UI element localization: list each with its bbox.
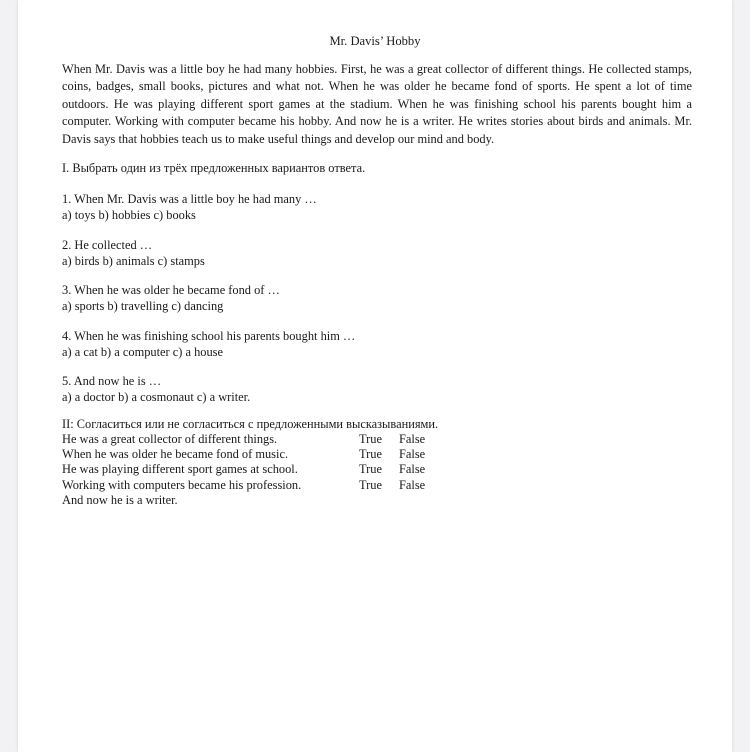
question-options: a) birds b) animals c) stamps bbox=[62, 254, 205, 268]
false-option[interactable]: False bbox=[399, 447, 426, 462]
statement-text: He was playing different sport games at school. bbox=[62, 462, 298, 477]
question-4 bbox=[62, 328, 355, 360]
question-options: a) toys b) hobbies c) books bbox=[62, 208, 196, 222]
question-text: 4. When he was finishing school his parents bought him … bbox=[62, 329, 356, 343]
document-page bbox=[18, 0, 732, 752]
question-text: 1. When Mr. Davis was a little boy he had many … bbox=[62, 192, 317, 206]
question-text: 3. When he was older he became fond of … bbox=[62, 283, 280, 297]
reading-passage: When Mr. Davis was a little boy he had many hobbies. First, he was a great collector of different things. He collected stamps, coins, badges, small books, pictures and what not. When he was older he became fond of sports. He spent a lot of time outdoors. He was playing different sport games at the stadium. When he was finishing school his parents bought him a computer. Working with computer became his hobby. And now he is a writer. He writes stories about birds and animals. Mr. Davis says that hobbies teach us to make useful things and develop our mind and body. bbox=[62, 62, 692, 146]
statement-text: And now he is a writer. bbox=[62, 492, 178, 507]
document-title: Mr. Davis’ Hobby bbox=[329, 34, 421, 48]
true-false-row bbox=[62, 447, 482, 462]
question-options: a) sports b) travelling c) dancing bbox=[62, 299, 224, 313]
statement-text: When he was older he became fond of music. bbox=[62, 447, 289, 462]
statement-text: Working with computers became his profession. bbox=[62, 477, 302, 492]
question-3 bbox=[62, 282, 280, 314]
section2-heading: II: Согласиться или не согласиться с предложенными высказываниями. bbox=[62, 417, 439, 431]
statement-text: He was a great collector of different things. bbox=[62, 432, 278, 446]
true-false-row bbox=[62, 462, 482, 477]
true-option[interactable]: True bbox=[359, 477, 382, 492]
false-option[interactable]: False bbox=[399, 432, 426, 446]
question-options: a) a doctor b) a cosmonaut c) a writer. bbox=[62, 390, 251, 404]
question-text: 5. And now he is … bbox=[62, 374, 162, 388]
question-5 bbox=[62, 373, 250, 405]
question-1 bbox=[62, 191, 317, 223]
true-false-row bbox=[62, 493, 482, 508]
false-option[interactable]: False bbox=[399, 477, 426, 492]
true-false-row bbox=[62, 432, 482, 447]
question-options: a) a cat b) a computer c) a house bbox=[62, 345, 223, 359]
true-false-row bbox=[62, 478, 482, 493]
true-option[interactable]: True bbox=[359, 447, 382, 462]
question-2 bbox=[62, 237, 205, 269]
true-option[interactable]: True bbox=[359, 462, 382, 477]
true-false-list bbox=[62, 432, 482, 508]
true-option[interactable]: True bbox=[359, 432, 382, 446]
false-option[interactable]: False bbox=[399, 462, 426, 477]
question-text: 2. He collected … bbox=[62, 238, 153, 252]
section1-heading: I. Выбрать один из трёх предложенных вариантов ответа. bbox=[62, 161, 366, 175]
